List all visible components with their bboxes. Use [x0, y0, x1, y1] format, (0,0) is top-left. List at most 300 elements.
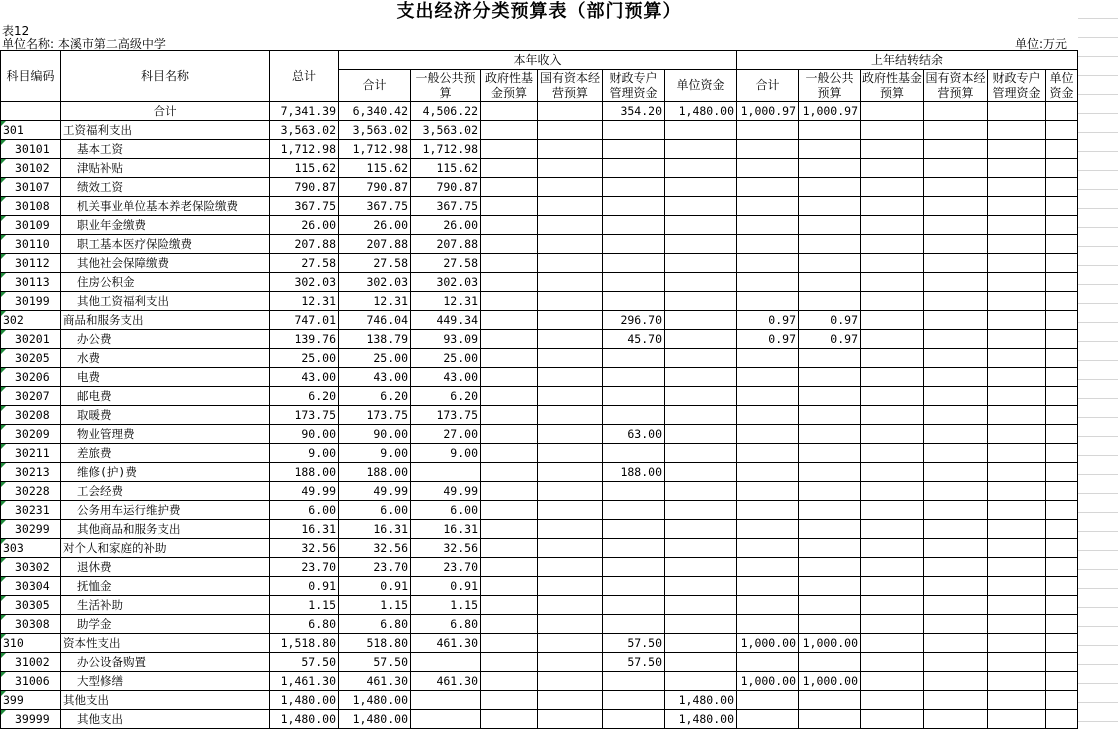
cell-value	[1046, 235, 1078, 254]
cell-value: 747.01	[270, 311, 339, 330]
cell-value: 790.87	[270, 178, 339, 197]
cell-value	[799, 197, 861, 216]
cell-value: 32.56	[339, 539, 411, 558]
cell-value: 1,480.00	[270, 691, 339, 710]
cell-value	[538, 159, 603, 178]
page-title: 支出经济分类预算表（部门预算）	[396, 1, 682, 22]
cell-value: 354.20	[603, 102, 665, 121]
cell-value	[737, 444, 799, 463]
cell-value	[1046, 368, 1078, 387]
cell-value	[538, 539, 603, 558]
cell-value	[665, 311, 737, 330]
cell-value	[924, 710, 988, 729]
cell-name: 机关事业单位基本养老保险缴费	[61, 197, 270, 216]
cell-value: 188.00	[339, 463, 411, 482]
cell-value	[924, 406, 988, 425]
cell-value	[481, 615, 538, 634]
cell-value	[737, 235, 799, 254]
cell-value	[1046, 444, 1078, 463]
cell-value	[924, 596, 988, 615]
cell-value	[1046, 178, 1078, 197]
cell-value	[861, 596, 924, 615]
cell-value	[861, 634, 924, 653]
cell-value	[665, 444, 737, 463]
cell-value	[737, 349, 799, 368]
table-row	[1, 159, 1078, 178]
cell-value	[924, 634, 988, 653]
cell-value: 1,000.00	[737, 634, 799, 653]
cell-value	[988, 520, 1046, 539]
cell-value	[988, 539, 1046, 558]
prior_cols-col-header: 合计	[737, 70, 799, 102]
cell-value	[603, 292, 665, 311]
cell-value: 6.80	[411, 615, 481, 634]
cell-value	[1046, 539, 1078, 558]
cell-value: 1.15	[270, 596, 339, 615]
cell-value: 16.31	[411, 520, 481, 539]
cell-value: 188.00	[270, 463, 339, 482]
header-prior-year-carryover: 上年结转结余	[737, 51, 1078, 70]
cell-code: 302	[1, 311, 61, 330]
cell-value	[603, 349, 665, 368]
cell-value: 57.50	[270, 653, 339, 672]
unit-name: 单位名称: 本溪市第二高级中学	[2, 37, 166, 51]
cell-value: 6,340.42	[339, 102, 411, 121]
cell-value	[538, 691, 603, 710]
cell-value	[1046, 406, 1078, 425]
cell-value	[988, 235, 1046, 254]
cell-value: 49.99	[270, 482, 339, 501]
cell-value	[603, 539, 665, 558]
cell-value	[988, 216, 1046, 235]
cell-value	[538, 273, 603, 292]
cell-name: 其他支出	[61, 710, 270, 729]
cell-value	[1046, 615, 1078, 634]
cell-value	[799, 140, 861, 159]
cell-value: 139.76	[270, 330, 339, 349]
cell-value	[737, 482, 799, 501]
cell-value	[737, 710, 799, 729]
cell-value	[538, 368, 603, 387]
cell-value: 43.00	[339, 368, 411, 387]
cell-value	[538, 444, 603, 463]
cell-value	[799, 577, 861, 596]
cell-value	[988, 254, 1046, 273]
cell-value	[538, 520, 603, 539]
cell-value	[924, 349, 988, 368]
cell-value: 6.00	[411, 501, 481, 520]
cell-value	[924, 235, 988, 254]
cell-value	[481, 634, 538, 653]
cell-value	[924, 178, 988, 197]
cell-value: 25.00	[339, 349, 411, 368]
cell-value	[1046, 121, 1078, 140]
cell-value	[799, 615, 861, 634]
cell-code: 30302	[1, 558, 61, 577]
cell-name: 工会经费	[61, 482, 270, 501]
cell-value: 1,480.00	[665, 102, 737, 121]
cell-value	[603, 691, 665, 710]
cell-value	[737, 387, 799, 406]
cell-value	[737, 520, 799, 539]
cell-value	[924, 577, 988, 596]
cell-value	[481, 482, 538, 501]
cell-value	[799, 653, 861, 672]
cell-value	[737, 178, 799, 197]
table-row	[1, 197, 1078, 216]
budget-table	[0, 50, 1078, 729]
cell-value	[924, 463, 988, 482]
cell-value: 1,000.00	[737, 672, 799, 691]
cell-code: 30102	[1, 159, 61, 178]
cell-value	[861, 710, 924, 729]
cell-value	[481, 653, 538, 672]
cell-value	[481, 406, 538, 425]
cell-value: 1,518.80	[270, 634, 339, 653]
cell-value	[861, 235, 924, 254]
cell-value: 367.75	[270, 197, 339, 216]
cell-value	[481, 691, 538, 710]
cell-value	[538, 425, 603, 444]
cell-value	[988, 501, 1046, 520]
cell-value	[861, 539, 924, 558]
cell-value	[737, 558, 799, 577]
cell-value	[538, 653, 603, 672]
cell-value	[603, 482, 665, 501]
cell-value: 25.00	[411, 349, 481, 368]
cell-value	[924, 216, 988, 235]
cell-value: 32.56	[411, 539, 481, 558]
cell-value	[799, 254, 861, 273]
cell-value	[481, 140, 538, 159]
cell-name: 工资福利支出	[61, 121, 270, 140]
cell-name: 办公设备购置	[61, 653, 270, 672]
cell-value	[603, 596, 665, 615]
cell-value	[603, 672, 665, 691]
cell-value	[861, 615, 924, 634]
cell-value: 302.03	[270, 273, 339, 292]
table-row	[1, 653, 1078, 672]
cell-value	[988, 482, 1046, 501]
cell-value: 188.00	[603, 463, 665, 482]
cell-name: 合计	[61, 102, 270, 121]
cell-value: 207.88	[411, 235, 481, 254]
table-row	[1, 558, 1078, 577]
cell-value	[861, 387, 924, 406]
cell-value	[538, 577, 603, 596]
cell-code: 30209	[1, 425, 61, 444]
cell-value	[481, 425, 538, 444]
cell-value: 6.80	[339, 615, 411, 634]
cell-value	[481, 672, 538, 691]
cell-value: 367.75	[411, 197, 481, 216]
cell-value	[603, 444, 665, 463]
cell-value	[665, 558, 737, 577]
cell-value: 16.31	[339, 520, 411, 539]
cell-value	[481, 292, 538, 311]
table-row	[1, 368, 1078, 387]
cell-value	[665, 216, 737, 235]
cell-value	[665, 482, 737, 501]
cell-value	[481, 216, 538, 235]
cell-value	[603, 254, 665, 273]
cell-value: 32.56	[270, 539, 339, 558]
header-total: 总计	[270, 51, 339, 102]
cell-value	[988, 463, 1046, 482]
table-number: 表12	[2, 24, 30, 38]
cell-value	[861, 121, 924, 140]
cell-value	[861, 330, 924, 349]
cell-value	[799, 349, 861, 368]
cell-value	[665, 330, 737, 349]
cell-value	[924, 444, 988, 463]
cell-value	[1046, 520, 1078, 539]
cell-value	[924, 254, 988, 273]
cell-value: 6.00	[270, 501, 339, 520]
cell-value	[481, 311, 538, 330]
cell-value	[799, 482, 861, 501]
cell-value	[861, 102, 924, 121]
cell-value: 746.04	[339, 311, 411, 330]
cell-value	[988, 710, 1046, 729]
cell-value: 49.99	[339, 482, 411, 501]
cell-value	[481, 121, 538, 140]
cell-value	[481, 596, 538, 615]
cell-value	[861, 159, 924, 178]
cell-value	[1046, 254, 1078, 273]
cell-code: 30109	[1, 216, 61, 235]
current_cols-col-header: 政府性基金预算	[481, 70, 538, 102]
cell-value	[799, 368, 861, 387]
cell-value	[603, 710, 665, 729]
cell-value	[538, 102, 603, 121]
cell-value	[538, 197, 603, 216]
cell-value: 302.03	[339, 273, 411, 292]
cell-name: 资本性支出	[61, 634, 270, 653]
cell-code: 30231	[1, 501, 61, 520]
cell-value: 7,341.39	[270, 102, 339, 121]
cell-value	[538, 710, 603, 729]
cell-value	[1046, 425, 1078, 444]
cell-value	[799, 216, 861, 235]
cell-value	[665, 178, 737, 197]
cell-value	[1046, 349, 1078, 368]
cell-value	[481, 710, 538, 729]
cell-value: 25.00	[270, 349, 339, 368]
cell-value	[538, 216, 603, 235]
cell-value	[861, 501, 924, 520]
cell-value	[799, 121, 861, 140]
cell-value	[737, 273, 799, 292]
cell-value: 26.00	[411, 216, 481, 235]
cell-code: 310	[1, 634, 61, 653]
cell-value: 0.97	[737, 330, 799, 349]
cell-value	[924, 520, 988, 539]
cell-name: 其他社会保障缴费	[61, 254, 270, 273]
cell-code: 30199	[1, 292, 61, 311]
cell-value	[924, 691, 988, 710]
spreadsheet-gridlines	[1078, 0, 1118, 730]
cell-value	[411, 463, 481, 482]
cell-code: 30101	[1, 140, 61, 159]
cell-value	[799, 425, 861, 444]
cell-value: 207.88	[270, 235, 339, 254]
current_cols-col-header: 合计	[339, 70, 411, 102]
cell-value	[799, 520, 861, 539]
cell-value	[924, 368, 988, 387]
cell-value	[603, 577, 665, 596]
cell-code: 39999	[1, 710, 61, 729]
cell-value	[988, 330, 1046, 349]
table-row	[1, 520, 1078, 539]
cell-value	[1046, 273, 1078, 292]
cell-value: 27.58	[411, 254, 481, 273]
cell-value	[538, 292, 603, 311]
cell-value	[665, 406, 737, 425]
cell-value	[988, 425, 1046, 444]
cell-value	[1046, 501, 1078, 520]
cell-value	[988, 159, 1046, 178]
cell-name: 职业年金缴费	[61, 216, 270, 235]
cell-name: 基本工资	[61, 140, 270, 159]
cell-value: 1,480.00	[665, 710, 737, 729]
table-row	[1, 254, 1078, 273]
cell-value	[737, 691, 799, 710]
cell-value: 1,712.98	[411, 140, 481, 159]
prior_cols-col-header: 国有资本经营预算	[925, 70, 986, 100]
cell-value	[538, 349, 603, 368]
cell-value: 461.30	[411, 634, 481, 653]
cell-value	[665, 235, 737, 254]
cell-value: 23.70	[339, 558, 411, 577]
cell-value: 790.87	[339, 178, 411, 197]
cell-value: 1.15	[339, 596, 411, 615]
cell-value	[665, 197, 737, 216]
table-row	[1, 482, 1078, 501]
cell-value	[481, 444, 538, 463]
cell-value: 1,480.00	[270, 710, 339, 729]
cell-value	[988, 349, 1046, 368]
cell-value	[1046, 463, 1078, 482]
cell-value	[799, 273, 861, 292]
cell-code: 31006	[1, 672, 61, 691]
cell-value: 4,506.22	[411, 102, 481, 121]
cell-value: 1,000.97	[799, 102, 861, 121]
cell-value: 207.88	[339, 235, 411, 254]
cell-value	[665, 140, 737, 159]
cell-value	[799, 159, 861, 178]
cell-value	[481, 520, 538, 539]
cell-value: 9.00	[270, 444, 339, 463]
cell-value	[481, 159, 538, 178]
cell-name: 电费	[61, 368, 270, 387]
cell-value	[538, 672, 603, 691]
cell-name: 对个人和家庭的补助	[61, 539, 270, 558]
cell-value: 3,563.02	[339, 121, 411, 140]
table-row	[1, 406, 1078, 425]
cell-value	[603, 501, 665, 520]
cell-value	[538, 121, 603, 140]
cell-value	[1046, 330, 1078, 349]
table-row	[1, 501, 1078, 520]
cell-value	[799, 463, 861, 482]
table-row	[1, 672, 1078, 691]
cell-value	[1046, 596, 1078, 615]
prior_cols-col-header: 一般公共预算	[799, 70, 861, 102]
table-row	[1, 710, 1078, 729]
cell-value	[538, 482, 603, 501]
cell-name: 生活补助	[61, 596, 270, 615]
cell-value	[481, 501, 538, 520]
cell-value	[538, 311, 603, 330]
table-row	[1, 387, 1078, 406]
cell-value: 9.00	[339, 444, 411, 463]
cell-value	[861, 368, 924, 387]
cell-value: 57.50	[603, 634, 665, 653]
cell-value	[737, 254, 799, 273]
cell-value: 461.30	[339, 672, 411, 691]
cell-name: 大型修缮	[61, 672, 270, 691]
cell-value	[924, 425, 988, 444]
cell-name: 其他支出	[61, 691, 270, 710]
cell-value	[481, 558, 538, 577]
cell-value: 43.00	[270, 368, 339, 387]
cell-value	[665, 615, 737, 634]
cell-value	[799, 539, 861, 558]
cell-value	[603, 558, 665, 577]
table-row	[1, 216, 1078, 235]
table-row	[1, 330, 1078, 349]
cell-value	[861, 558, 924, 577]
cell-value	[799, 406, 861, 425]
cell-value: 1,480.00	[665, 691, 737, 710]
cell-value: 0.91	[270, 577, 339, 596]
cell-value: 6.00	[339, 501, 411, 520]
cell-value: 173.75	[270, 406, 339, 425]
cell-value	[538, 596, 603, 615]
cell-value	[737, 539, 799, 558]
cell-value	[799, 691, 861, 710]
cell-value	[1046, 387, 1078, 406]
cell-value	[988, 444, 1046, 463]
cell-value: 173.75	[339, 406, 411, 425]
cell-value	[665, 425, 737, 444]
cell-value: 302.03	[411, 273, 481, 292]
cell-value	[861, 520, 924, 539]
cell-code: 30213	[1, 463, 61, 482]
cell-value	[481, 368, 538, 387]
cell-code: 30211	[1, 444, 61, 463]
cell-value	[603, 368, 665, 387]
cell-value	[861, 672, 924, 691]
table-row	[1, 691, 1078, 710]
cell-value	[481, 330, 538, 349]
cell-value	[538, 330, 603, 349]
cell-value	[737, 216, 799, 235]
cell-name: 商品和服务支出	[61, 311, 270, 330]
table-row	[1, 596, 1078, 615]
prior_cols-col-header: 政府性基金预算	[862, 70, 923, 100]
cell-value: 1,712.98	[339, 140, 411, 159]
table-row	[1, 349, 1078, 368]
cell-value: 27.58	[270, 254, 339, 273]
cell-value: 27.00	[411, 425, 481, 444]
cell-code: 30299	[1, 520, 61, 539]
cell-value	[481, 178, 538, 197]
cell-value	[861, 349, 924, 368]
cell-value	[924, 273, 988, 292]
cell-value	[603, 273, 665, 292]
